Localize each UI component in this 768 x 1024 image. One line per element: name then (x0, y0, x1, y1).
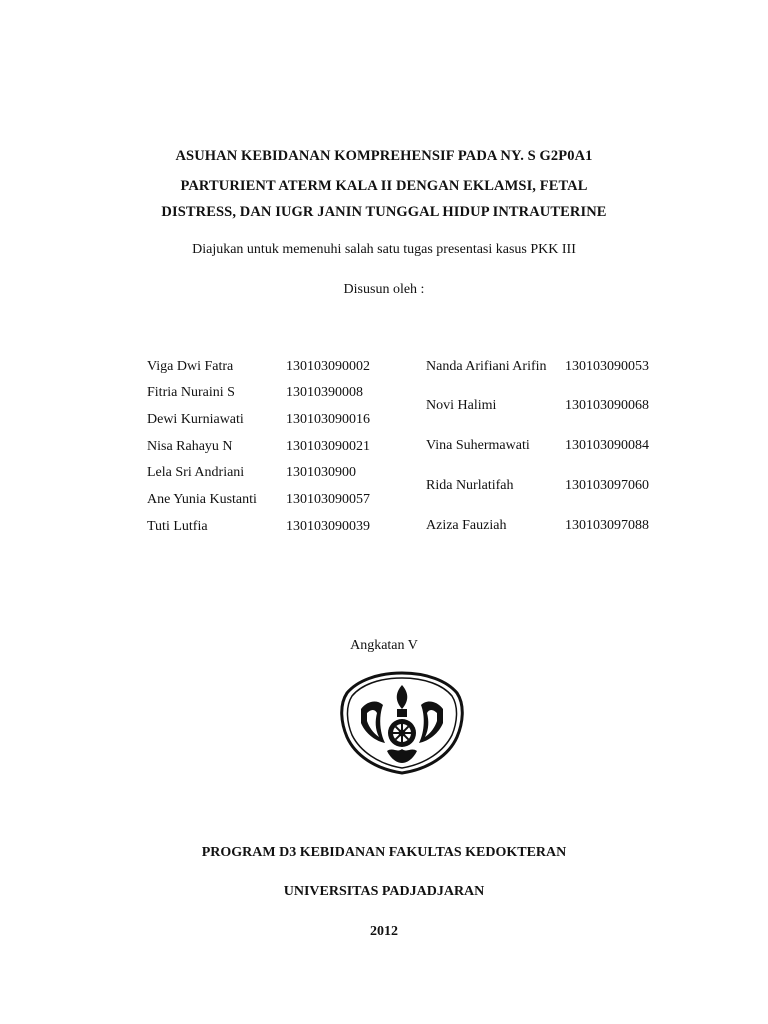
author-name: Novi Halimi (426, 398, 497, 413)
author-name: Viga Dwi Fatra (147, 359, 234, 374)
author-id: 130103097088 (565, 518, 649, 533)
author-id: 130103090068 (565, 398, 649, 413)
author-name: Nanda Arifiani Arifin (426, 359, 547, 374)
university-emblem-icon (339, 671, 465, 775)
title-line-1: ASUHAN KEBIDANAN KOMPREHENSIF PADA NY. S G2P0A1 (175, 148, 593, 164)
title-line-2: PARTURIENT ATERM KALA II DENGAN EKLAMSI, FETAL (180, 178, 588, 194)
author-id: 130103090002 (286, 359, 370, 374)
author-name: Ane Yunia Kustanti (147, 492, 257, 507)
author-name: Dewi Kurniawati (147, 412, 244, 427)
author-id: 130103090016 (286, 412, 370, 427)
university-name: UNIVERSITAS PADJADJARAN (283, 884, 485, 899)
author-name: Rida Nurlatifah (426, 478, 514, 493)
author-id: 130103090039 (286, 519, 370, 534)
compiled-by-label: Disusun oleh : (343, 282, 425, 297)
subtitle: Diajukan untuk memenuhi salah satu tugas presentasi kasus PKK III (192, 242, 576, 257)
author-id: 130103090053 (565, 359, 649, 374)
author-name: Vina Suhermawati (426, 438, 530, 453)
author-id: 13010390008 (286, 385, 363, 400)
author-name: Aziza Fauziah (426, 518, 507, 533)
author-id: 130103090021 (286, 439, 370, 454)
title-line-3: DISTRESS, DAN IUGR JANIN TUNGGAL HIDUP INTRAUTERINE (161, 204, 607, 220)
year: 2012 (370, 924, 398, 939)
author-id: 130103090084 (565, 438, 649, 453)
author-id: 1301030900 (286, 465, 356, 480)
author-name: Lela Sri Andriani (147, 465, 245, 480)
author-name: Fitria Nuraini S (147, 385, 235, 400)
author-name: Tuti Lutfia (147, 519, 208, 534)
author-id: 130103097060 (565, 478, 649, 493)
program-name: PROGRAM D3 KEBIDANAN FAKULTAS KEDOKTERAN (201, 845, 567, 860)
author-name: Nisa Rahayu N (147, 439, 233, 454)
cohort-label: Angkatan V (350, 638, 418, 653)
author-id: 130103090057 (286, 492, 370, 507)
